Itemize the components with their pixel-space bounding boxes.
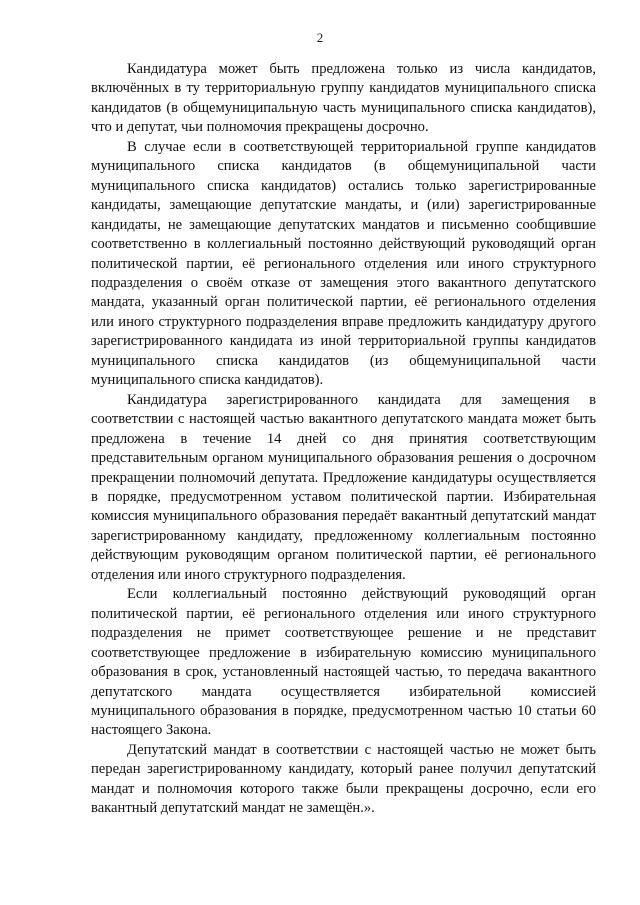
- paragraph-2: В случае если в соответствующей территориальной группе кандидатов муниципального списка кандидатов (в общемуниципальной части муниципального списка кандидатов) остались только зарегистрированные кандидаты, замещающие депутатские мандаты, и (или) зарегистрированные кандидаты, не замещающие депутатских мандатов и письменно сообщившие соответственно в коллегиальный постоянно действующий руководящий орган политической партии, её регионального отделения или иного структурного подразделения о своём отказе от замещения этого вакантного депутатского мандата, указанный орган политической партии, её регионального отделения или иного структурного подразделения вправе предложить кандидатуру другого зарегистрированного кандидата из иной территориальной группы кандидатов муниципального списка кандидатов (из общемуниципальной части муниципального списка кандидатов).: [91, 138, 596, 389]
- page-number: 2: [316, 30, 324, 45]
- paragraph-4: Если коллегиальный постоянно действующий руководящий орган политической партии, её регионального отделения или иного структурного подразделения не примет соответствующее решение и не представит соответствующее предложение в избирательную комиссию муниципального образования в срок, установленный настоящей частью, то передача вакантного депутатского мандата осуществляется избирательной комиссией муниципального образования в порядке, предусмотренном частью 10 статьи 60 настоящего Закона.: [91, 586, 596, 739]
- document-body: [91, 60, 596, 819]
- paragraph-5: Депутатский мандат в соответствии с настоящей частью не может быть передан зарегистрированному кандидату, который ранее получил депутатский мандат и полномочия которого также были прекращены досрочно, если его вакантный депутатский мандат не замещён.».: [91, 741, 596, 817]
- paragraph-1: Кандидатура может быть предложена только из числа кандидатов, включённых в ту территориальную группу кандидатов муниципального списка кандидатов (в общемуниципальную часть муниципального списка кандидатов), что и депутат, чьи полномочия прекращены досрочно.: [91, 61, 596, 136]
- paragraph-3: Кандидатура зарегистрированного кандидата для замещения в соответствии с настоящей частью вакантного депутатского мандата может быть предложена в течение 14 дней со дня принятия соответствующим представительным органом муниципального образования решения о досрочном прекращении полномочий депутата. Предложение кандидатуры осуществляется в порядке, предусмотренном уставом политической партии. Избирательная комиссия муниципального образования передаёт вакантный депутатский мандат зарегистрированному кандидату, предложенному коллегиальным постоянно действующим руководящим органом политической партии, её регионального отделения или иного структурного подразделения.: [91, 391, 596, 583]
